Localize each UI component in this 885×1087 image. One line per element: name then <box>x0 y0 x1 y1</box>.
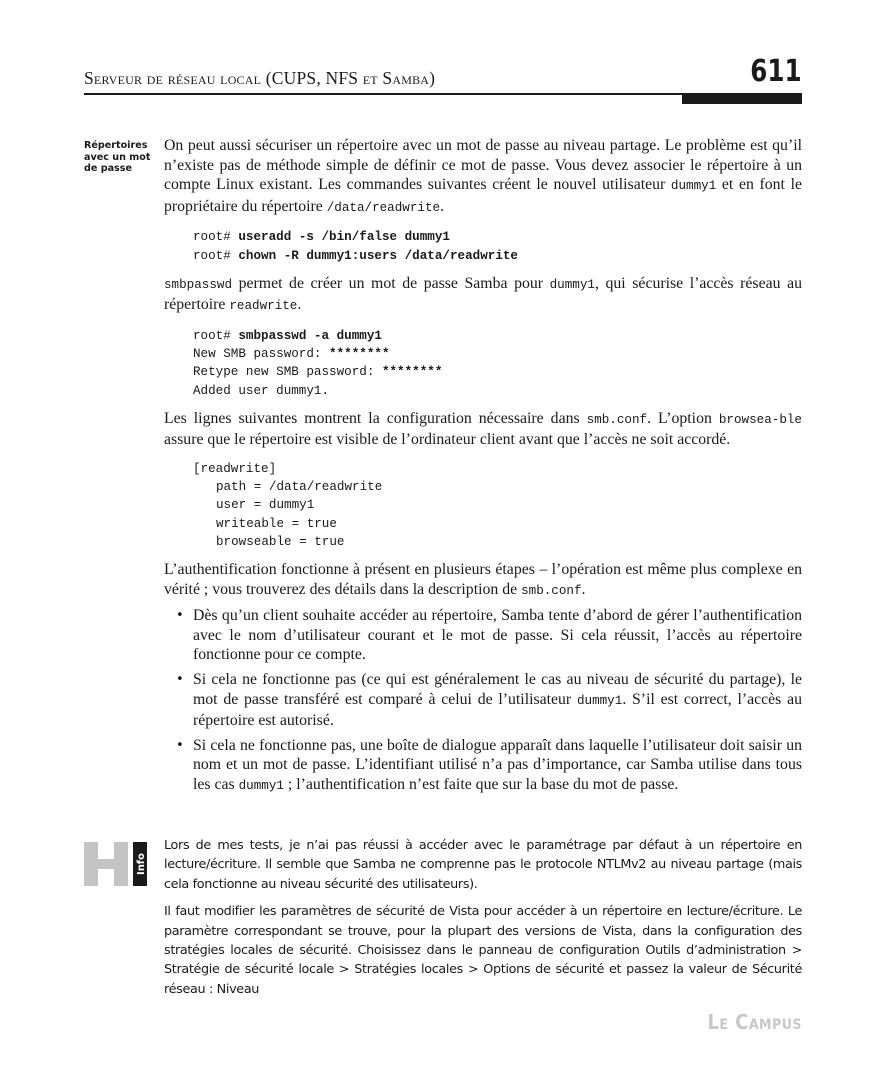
text: permet de créer un mot de passe Samba pour <box>232 274 550 292</box>
bullet-icon: • <box>176 608 184 624</box>
info-paragraph: Lors de mes tests, je n’ai pas réussi à accéder avec le paramétrage par défaut à un répertoire en lecture/écriture. Il semble que Samba ne comprenne pas le protocole NTLMv2 au niveau partage (mais cela fonctionne au niveau sécurité des utilisateurs). <box>164 838 802 892</box>
margin-note-line: Répertoires <box>84 140 148 151</box>
inline-code: smb.conf <box>521 583 582 598</box>
text: et en font le propriétaire du répertoire <box>164 176 802 215</box>
output: New SMB password: <box>193 347 330 362</box>
code-block-smbconf <box>193 460 802 551</box>
text: On peut aussi sécuriser un répertoire avec un mot de passe au niveau partage. Le problème est qu’il n’existe pas de méthode simple de définir ce mot de passe. Vous devez associer le répertoire à un compte Linux existant. Les commandes suivantes créent le nouvel utilisateur <box>164 137 802 194</box>
prompt: root# <box>193 248 239 263</box>
code-line <box>193 228 802 246</box>
margin-note <box>84 140 158 175</box>
inline-code: browsea-ble <box>718 412 802 427</box>
running-title: Serveur de réseau local (CUPS, NFS et Samba) <box>84 68 436 88</box>
code-line: user = dummy1 <box>216 498 315 513</box>
password-input-mask: ******** <box>381 365 443 380</box>
header-rule-block <box>682 93 802 104</box>
code-line <box>193 345 802 363</box>
info-paragraph: Il faut modifier les paramètres de sécurité de Vista pour accéder à un répertoire en lecture/écriture. Le paramètre correspondant se trouve, pour la plupart des versions de Vista, dans la configuration des stratégies locales de sécurité. Choisissez dans le panneau de configuration Outils d’administration > Stratégie de sécurité locale > Stratégies locales > Options de sécurité et passez la valeur de Sécurité réseau : Niveau <box>164 904 802 997</box>
text: . <box>440 197 445 215</box>
paragraph-auth <box>164 560 802 601</box>
text: Si cela ne fonctionne pas, une boîte de dialogue apparaît dans laquelle l’utilisateur doit saisir un nom et un mot de passe. L’identifiant utilisé n’a pas d’importance, car Samba utilise dans tous les cas <box>193 736 802 793</box>
code-line: browseable = true <box>216 534 345 549</box>
output: Retype new SMB password: <box>193 365 382 380</box>
text: . L’option <box>647 409 719 427</box>
code-block-useradd <box>193 228 802 264</box>
info-icon-label: Info <box>136 852 147 876</box>
inline-code: smb.conf <box>586 412 648 427</box>
text: assure que le répertoire est visible de l’ordinateur client avant que l’accès ne soit accordé. <box>164 431 731 449</box>
code-line <box>193 247 802 265</box>
code-block-smbpasswd <box>193 327 802 400</box>
main-content <box>164 136 802 802</box>
text: Dès qu’un client souhaite accéder au répertoire, Samba tente d’abord de gérer l’authentification avec le nom d’utilisateur courant et le mot de passe. Si cela réussit, l’accès au répertoire fonctionne pour ce compte. <box>193 607 802 664</box>
margin-note-line: avec un mot <box>84 151 151 163</box>
text: Les lignes suivantes montrent la configuration nécessaire dans <box>164 409 587 427</box>
code-line: path = /data/readwrite <box>216 480 383 495</box>
command: smbpasswd -a dummy1 <box>238 328 382 343</box>
paragraph-smbpasswd <box>164 274 802 317</box>
inline-code: dummy1 <box>238 778 284 793</box>
prompt: root# <box>193 328 239 343</box>
inline-code: dummy1 <box>549 277 595 292</box>
list-item <box>164 670 802 731</box>
page-number: 611 <box>750 54 802 89</box>
code-line: [readwrite] <box>193 461 277 476</box>
text: L’authentification fonctionne à présent en plusieurs étapes – l’opération est même plus complexe en vérité ; vous trouverez des détails dans la description de <box>164 560 802 598</box>
text: . <box>581 580 586 598</box>
inline-code: dummy1 <box>670 179 717 194</box>
code-line: writeable = true <box>216 516 337 531</box>
code-line: Added user dummy1. <box>193 383 330 398</box>
info-icon <box>84 842 148 886</box>
code-line <box>193 363 802 381</box>
command: chown -R dummy1:users /data/readwrite <box>238 248 518 263</box>
inline-code: /data/readwrite <box>326 200 441 215</box>
inline-code: dummy1 <box>576 693 623 708</box>
list-item <box>164 606 802 665</box>
inline-code: readwrite <box>229 299 298 314</box>
paragraph-config <box>164 409 802 450</box>
password-input-mask: ******** <box>329 347 390 362</box>
page-header <box>84 56 802 106</box>
text: . <box>297 296 302 314</box>
info-box <box>164 836 802 1007</box>
bullet-icon: • <box>176 671 184 687</box>
bullet-icon: • <box>176 737 184 753</box>
text: Si cela ne fonctionne pas (ce qui est généralement le cas au niveau de sécurité du partage), le mot de passe transféré est comparé à celui de l’utilisateur <box>193 670 802 708</box>
code-line <box>193 327 802 345</box>
inline-code: smbpasswd <box>164 277 233 292</box>
paragraph-intro <box>164 136 802 218</box>
info-icon-graphic <box>84 842 148 886</box>
list-item <box>164 736 802 797</box>
text: . S’il est correct, l’accès au répertoire est autorisé. <box>193 690 802 730</box>
publisher-logo: Le Campus <box>707 1010 802 1034</box>
text: , qui sécurise l’accès réseau au répertoire <box>164 274 802 314</box>
margin-note-line: de passe <box>84 163 132 174</box>
bullet-list <box>164 606 802 796</box>
command: useradd -s /bin/false dummy1 <box>238 230 450 245</box>
prompt: root# <box>193 230 239 245</box>
text: ; l’authentification n’est faite que sur la base du mot de passe. <box>283 775 679 793</box>
